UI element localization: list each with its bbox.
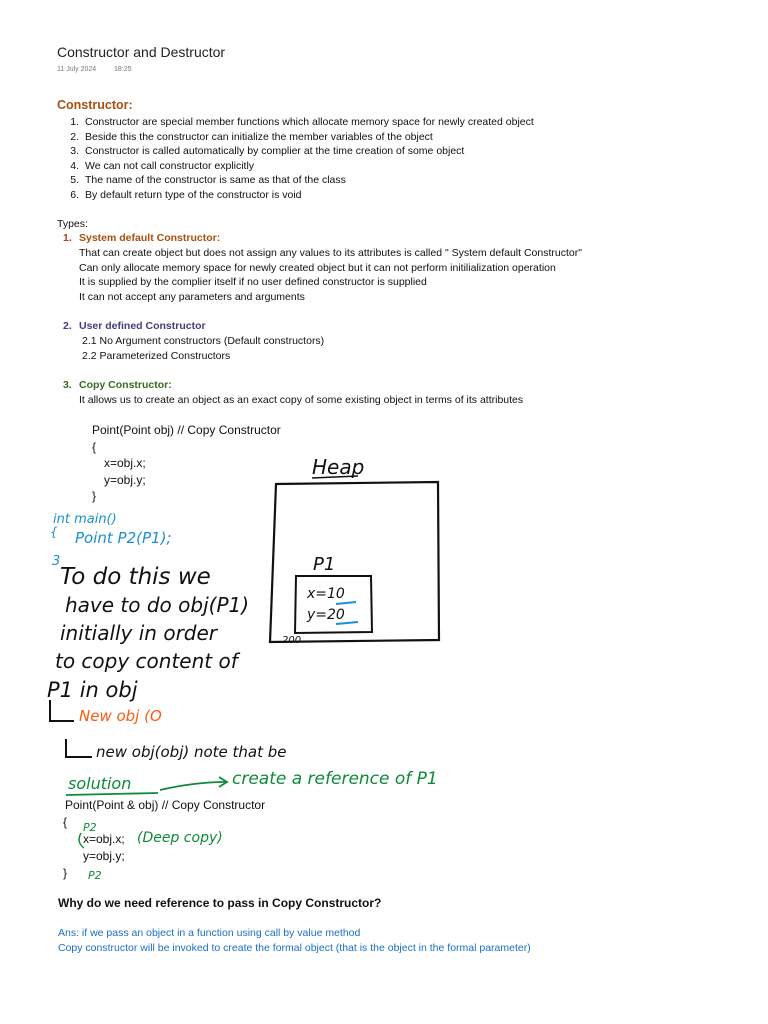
user-defined-line: 2.1 No Argument constructors (Default constructors) [82,335,325,347]
list-item: 6. By default return type of the constructor is void [70,188,302,201]
p2-label: P2 [83,821,97,834]
new-obj-note: New obj (O [79,707,162,725]
user-defined-heading: User defined Constructor [79,320,206,332]
copy-line: It allows us to create an object as an exact copy of some existing object in terms of its attributes [79,394,524,406]
page-time: 18:25 [114,66,132,73]
object-label: P1 [313,554,336,575]
code2-line: x=obj.x; [83,832,125,846]
new-obj-note2: new obj(obj) note that be [96,743,287,761]
code1-line: { [92,440,97,454]
p2-bracket [79,833,84,848]
code2-line: } [63,866,68,880]
code1-line: x=obj.x; [104,456,146,470]
note-line: initially in order [60,621,218,645]
answer-line: Copy constructor will be invoked to create the formal object (that is the object in the formal parameter) [58,942,531,954]
solution-label: solution [68,774,132,793]
note-line: to copy content of [55,649,238,673]
heap-label: Heap [312,455,365,479]
code2-line: Point(Point & obj) // Copy Constructor [65,798,266,812]
system-default-line: Can only allocate memory space for newly created object but it can not perform initilialization operation [79,262,556,274]
solution-arrow [160,782,225,790]
system-default-line: It can not accept any parameters and arguments [79,291,305,303]
list-item: 2. Beside this the constructor can initialize the member variables of the object [70,130,433,143]
copy-number: 3. [63,379,72,391]
arrow-mark [66,739,92,757]
constructor-heading: Constructor: [57,98,133,112]
note-line: P1 in obj [47,678,138,702]
main-call: Point P2(P1); [75,529,172,547]
deep-copy-note: (Deep copy) [137,830,223,846]
main-brace-open: { [50,525,58,539]
arrow-mark [50,700,74,721]
address-label: 200 [282,635,302,646]
code1-line: Point(Point obj) // Copy Constructor [92,423,281,437]
types-label: Types: [57,218,88,230]
page-date: 11 July 2024 [57,66,97,73]
field-y: y=20 [307,607,345,623]
question-heading: Why do we need reference to pass in Copy Constructor? [58,896,382,910]
page-title: Constructor and Destructor [57,44,226,60]
code2-line: y=obj.y; [83,849,125,863]
copy-heading: Copy Constructor: [79,379,172,391]
field-x: x=10 [307,586,345,602]
p2-label: P2 [88,869,102,882]
system-default-line: It is supplied by the complier itself if no user defined constructor is supplied [79,276,427,288]
note-line: have to do obj(P1) [65,593,250,617]
list-item: 5. The name of the constructor is same as that of the class [70,174,346,187]
system-default-number: 1. [63,232,72,244]
answer-line: Ans: if we pass an object in a function using call by value method [58,927,361,939]
code1-line: y=obj.y; [104,473,146,487]
object-box [295,576,372,633]
user-defined-line: 2.2 Parameterized Constructors [82,350,231,362]
list-item: 1. Constructor are special member functions which allocate memory space for newly created object [70,116,534,128]
value-underline-x [336,602,356,604]
solution-underline [66,793,158,795]
code2-line: { [63,815,68,829]
solution-note: create a reference of P1 [232,769,438,789]
list-item: 4. We can not call constructor explicitly [70,159,255,172]
main-open: int main() [53,512,117,527]
code1-line: } [92,489,97,503]
main-brace-close: 3 [52,554,61,569]
note-line: To do this we [60,564,211,590]
list-item: 3. Constructor is called automatically by complier at the time creation of some object [70,145,465,158]
system-default-line: That can create object but does not assign any values to its attributes is called " System default Constructor" [79,247,582,259]
user-defined-number: 2. [63,320,72,332]
system-default-heading: System default Constructor: [79,232,221,244]
